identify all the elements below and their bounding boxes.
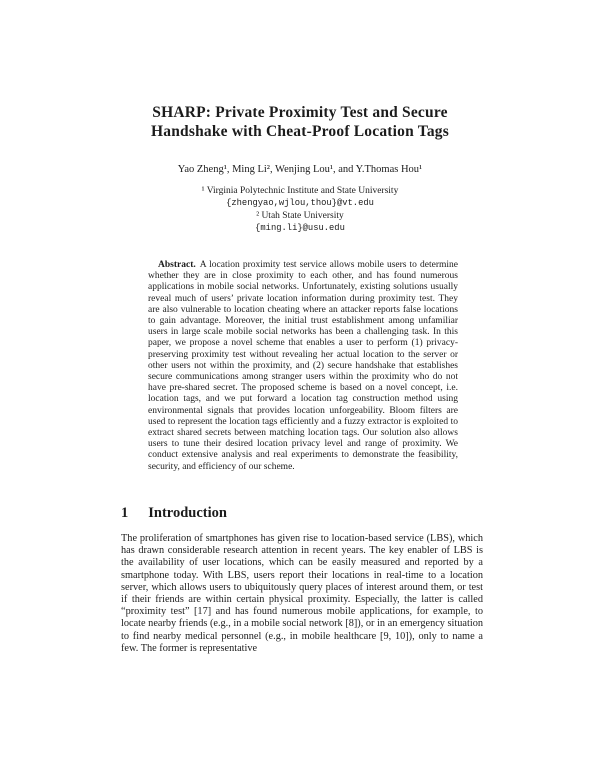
section-1-heading [121, 504, 227, 522]
authors-line: Yao Zheng¹, Ming Li², Wenjing Lou¹, and Y.Thomas Hou¹ [177, 164, 423, 175]
affiliations-block [0, 185, 600, 234]
section-1-title: Introduction [148, 505, 227, 521]
abstract-text: A location proximity test service allows mobile users to determine whether they are in close proximity to each other, and has found numerous applications in mobile social networks. Unfortunately, existing solutions usually reveal much of users’ private location information during proximity test. They are also vulnerable to location cheating where an attacker reports false locations to gain advantage. Moreover, the initial trust establishment among unfamiliar users in large scale mobile social networks has been a challenging task. In this paper, we propose a novel scheme that enables a user to perform (1) privacy-preserving proximity test without revealing her actual location to the server or other users not within the proximity, and (2) secure handshake that establishes secure communications among stranger users within the proximity who do not have pre-shared secret. The proposed scheme is based on a novel concept, i.e. location tags, and we put forward a location tag construction method using environmental signals that provides location unforgeability. Bloom filters are used to represent the location tags efficiently and a fuzzy extractor is exploited to extract shared secrets between matching location tags. Our solution also allows users to tune their desired location privacy level and range of proximity. We conduct extensive analysis and real experiments to demonstrate the feasibility, security, and efficiency of our scheme. [148, 260, 458, 472]
paper-title-line1: SHARP: Private Proximity Test and Secure [152, 104, 448, 121]
abstract-label: Abstract. [158, 260, 196, 270]
abstract-block [148, 260, 458, 473]
affiliation-email-1: {zhengyao,wjlou,thou}@vt.edu [226, 198, 374, 209]
paper-title-line2: Handshake with Cheat-Proof Location Tags [151, 123, 449, 140]
section-1-number: 1 [121, 505, 129, 521]
affiliation-institution-2: ² Utah State University [256, 210, 344, 221]
affiliation-email-2: {ming.li}@usu.edu [255, 222, 345, 233]
paper-title [0, 103, 600, 141]
introduction-paragraph: The proliferation of smartphones has given rise to location-based service (LBS), which has drawn considerable research attention in recent years. The key enabler of LBS is the availability of user locations, which can be easily measured and reported by a smartphone today. With LBS, users report their locations in real-time to a location server, which allows users to ubiquitously query places of interest around them, or test if their friends are within certain physical proximity. Especially, the latter is called “proximity test” [17] and has found numerous mobile applications, for example, to locate nearby friends (e.g., in a mobile social network [8]), or in an emergency situation to find nearby medical personnel (e.g., in mobile healthcare [9, 10]), only to name a few. The former is representative [121, 533, 483, 654]
affiliation-institution-1: ¹ Virginia Polytechnic Institute and State University [201, 186, 399, 196]
